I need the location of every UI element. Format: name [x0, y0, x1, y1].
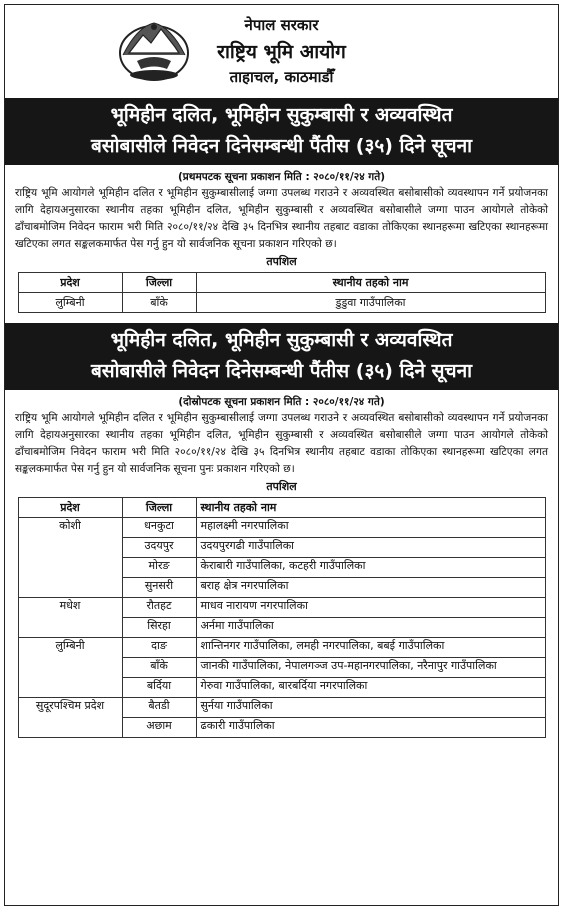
notice1-subtitle: (प्रथमपटक सूचना प्रकाशन मिति : २०८०/११/२४ गते) — [178, 171, 385, 183]
table-row — [18, 518, 545, 538]
cell-local-level: माधव नारायण नगरपालिका — [196, 598, 545, 618]
cell-local-level: शान्तिनगर गाउँपालिका, लमही नगरपालिका, बबई गाउँपालिका — [196, 638, 545, 658]
notice2-tapsil: तपशिल — [266, 480, 297, 493]
cell-province: सुदूरपश्चिम प्रदेश — [18, 698, 122, 738]
cell-local-level: डुडुवा गाउँपालिका — [196, 293, 545, 313]
notice2-body: राष्ट्रिय भूमि आयोगले भूमिहीन दलित र भूमिहीन सुकुम्बासीलाई जग्गा उपलब्ध गराउने र अव्यवस्थित बसोबासीको व्यवस्थापन गर्ने प्रयोजनका लागि देहायअनुसारका स्थानीय तहका भूमिहीन दलित, भूमिहीन सुकुम्बासी र अव्यवस्थित बसोबासीले जग्गा पाउन आयोगले तोकेको ढाँचाबमोजिम निवेदन फाराम भरी मिति २०८०/११/२४ देखि ३५ दिनभित्र स्थानीय तहबाट वडाका तोकिएका स्थानहरूमा खटिएका लगत सङ्कलकमार्फत पेस गर्नु हुन यो सार्वजनिक सूचना पुनः प्रकाशन गरिएको छ। — [15, 412, 548, 475]
table-header-row — [18, 498, 545, 518]
cell-district: बाँके — [122, 293, 196, 313]
cell-local-level: उदयपुरगढी गाउँपालिका — [196, 538, 545, 558]
notice1-title — [5, 98, 558, 165]
table-row — [18, 293, 545, 313]
cell-local-level: गेरुवा गाउँपालिका, बारबर्दिया नगरपालिका — [196, 678, 545, 698]
cell-district: अछाम — [122, 718, 196, 738]
commission-name: राष्ट्रिय भूमि आयोग — [217, 41, 346, 63]
notice1-title-line2: बसोबासीले निवेदन दिनेसम्बन्धी पैंतीस (३५) दिने सूचना — [90, 135, 473, 157]
table-row — [18, 638, 545, 658]
cell-province: मधेश — [18, 598, 122, 638]
notice2-title-line1: भूमिहीन दलित, भूमिहीन सुकुम्बासी र अव्यवस्थित — [110, 329, 453, 351]
notice2-title — [5, 323, 558, 390]
table-header-row — [18, 273, 545, 293]
header — [5, 5, 558, 98]
cell-district: सुनसरी — [122, 578, 196, 598]
cell-province: कोशी — [18, 518, 122, 598]
cell-province: लुम्बिनी — [18, 638, 122, 698]
col-header-local-level: स्थानीय तहको नाम — [196, 273, 545, 293]
notice2-subtitle: (दोस्रोपटक सूचना प्रकाशन मिति : २०८०/११/२४ गते) — [178, 396, 385, 408]
cell-local-level: बराह क्षेत्र नगरपालिका — [196, 578, 545, 598]
col-header-district: जिल्ला — [122, 273, 196, 293]
cell-local-level: केराबारी गाउँपालिका, कटहरी गाउँपालिका — [196, 558, 545, 578]
col-header-province: प्रदेश — [18, 273, 122, 293]
cell-district: मोरङ — [122, 558, 196, 578]
cell-district: बैतडी — [122, 698, 196, 718]
cell-district: सिरहा — [122, 618, 196, 638]
cell-local-level: ढकारी गाउँपालिका — [196, 718, 545, 738]
cell-local-level: सुर्नया गाउँपालिका — [196, 698, 545, 718]
cell-local-level: जानकी गाउँपालिका, नेपालगञ्ज उप-महानगरपालिका, नरैनापुर गाउँपालिका — [196, 658, 545, 678]
col-header-district: जिल्ला — [122, 498, 196, 518]
notice1-title-line1: भूमिहीन दलित, भूमिहीन सुकुम्बासी र अव्यवस्थित — [110, 104, 453, 126]
cell-province: लुम्बिनी — [18, 293, 122, 313]
cell-local-level: महालक्ष्मी नगरपालिका — [196, 518, 545, 538]
notice2-title-line2: बसोबासीले निवेदन दिनेसम्बन्धी पैंतीस (३५) दिने सूचना — [90, 360, 473, 382]
government-name: नेपाल सरकार — [244, 16, 319, 34]
table-row — [18, 598, 545, 618]
col-header-local-level: स्थानीय तहको नाम — [196, 498, 545, 518]
notice1-table — [18, 272, 546, 313]
cell-district: रौतहट — [122, 598, 196, 618]
notice2-table — [18, 497, 546, 738]
cell-district: दाङ — [122, 638, 196, 658]
cell-district: बाँके — [122, 658, 196, 678]
cell-local-level: अर्नमा गाउँपालिका — [196, 618, 545, 638]
col-header-province: प्रदेश — [18, 498, 122, 518]
notice1-body: राष्ट्रिय भूमि आयोगले भूमिहीन दलित र भूमिहीन सुकुम्बासीलाई जग्गा उपलब्ध गराउने र अव्यवस्थित बसोबासीको व्यवस्थापन गर्ने प्रयोजनका लागि देहायअनुसारका स्थानीय तहका भूमिहीन दलित, भूमिहीन सुकुम्बासी र अव्यवस्थित बसोबासीले जग्गा पाउन आयोगले तोकेको ढाँचाबमोजिम निवेदन फाराम भरी मिति २०८०/११/२४ देखि ३५ दिनभित्र स्थानीय तहबाट वडाका तोकिएका स्थानहरूमा खटिएका स्थानहरूमा खटिएका लगत सङ्कलकमार्फत पेस गर्नु हुन यो सार्वजनिक सूचना प्रकाशन गरिएको छ। — [15, 187, 548, 250]
address: ताहाचल, काठमाडौँ — [229, 68, 334, 86]
cell-district: उदयपुर — [122, 538, 196, 558]
table-row — [18, 698, 545, 718]
notice1-tapsil: तपशिल — [266, 255, 297, 268]
cell-district: बर्दिया — [122, 678, 196, 698]
cell-district: धनकुटा — [122, 518, 196, 538]
notice-page — [4, 4, 559, 906]
